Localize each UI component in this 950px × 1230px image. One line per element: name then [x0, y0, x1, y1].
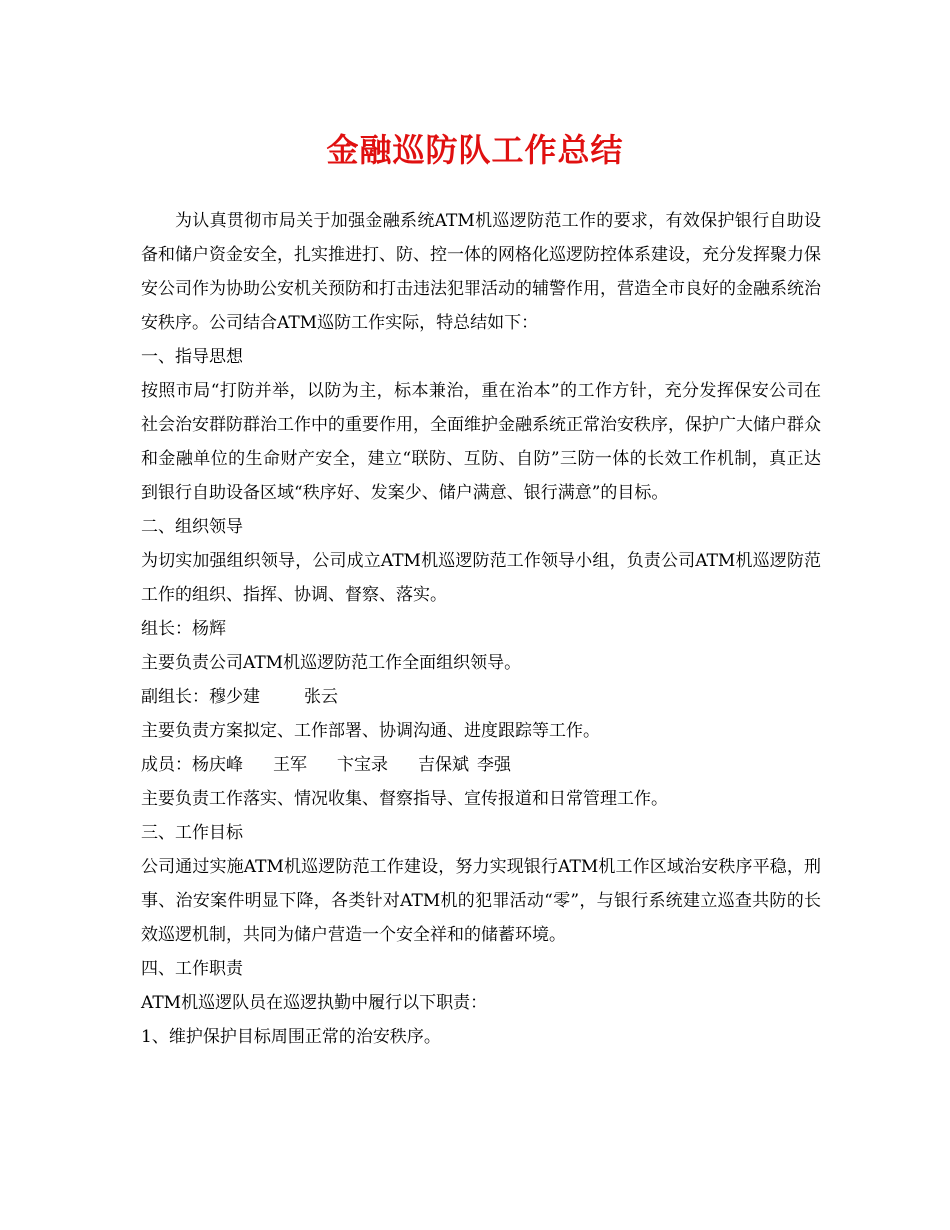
member-duty: 主要负责工作落实、情况收集、督察指导、宣传报道和日常管理工作。: [141, 789, 668, 809]
member-name: 杨庆峰: [192, 755, 243, 775]
leader-duty: 主要负责公司ATM机巡逻防范工作全面组织领导。: [141, 653, 522, 673]
section-2-heading: 二、组织领导: [141, 517, 243, 537]
leader-line: [141, 612, 821, 646]
deputy-name: 张云: [304, 687, 338, 707]
deputy-duty: 主要负责方案拟定、工作部署、协调沟通、进度跟踪等工作。: [141, 721, 600, 741]
section-4-intro: ATM机巡逻队员在巡逻执勤中履行以下职责：: [141, 993, 488, 1013]
section-3-heading: 三、工作目标: [141, 823, 243, 843]
intro-paragraph: 为认真贯彻市局关于加强金融系统ATM机巡逻防范工作的要求，有效保护银行自助设备和储户资金安全，扎实推进打、防、控一体的网格化巡逻防控体系建设，充分发挥聚力保安公司作为协助公安机关预防和打击违法犯罪活动的辅警作用，营造全市良好的金融系统治安秩序。公司结合ATM巡防工作实际，特总结如下：: [141, 211, 821, 333]
member-label: 成员：: [141, 755, 192, 775]
duty-item-1: 1、维护保护目标周围正常的治安秩序。: [141, 1027, 441, 1047]
member-line: [141, 748, 821, 782]
member-name: 李强: [477, 755, 511, 775]
section-2-body: 为切实加强组织领导，公司成立ATM机巡逻防范工作领导小组，负责公司ATM机巡逻防范工作的组织、指挥、协调、督察、落实。: [141, 551, 821, 605]
deputy-line: [141, 680, 821, 714]
document-title: 金融巡防队工作总结: [326, 131, 624, 169]
section-3-body: 公司通过实施ATM机巡逻防范工作建设，努力实现银行ATM机工作区域治安秩序平稳，刑事、治安案件明显下降，各类针对ATM机的犯罪活动“零”，与银行系统建立巡查共防的长效巡逻机制，共同为储户营造一个安全祥和的储蓄环境。: [141, 857, 821, 945]
member-name: 王军: [273, 755, 307, 775]
section-1-heading: 一、指导思想: [141, 347, 243, 367]
leader-name: 杨辉: [192, 619, 226, 639]
member-name: 吉保斌: [418, 755, 469, 775]
section-4-heading: 四、工作职责: [141, 959, 243, 979]
document-body: [141, 204, 821, 1054]
section-1-body: 按照市局“打防并举，以防为主，标本兼治，重在治本”的工作方针，充分发挥保安公司在社会治安群防群治工作中的重要作用，全面维护金融系统正常治安秩序，保护广大储户群众和金融单位的生命财产安全，建立“联防、互防、自防”三防一体的长效工作机制，真正达到银行自助设备区域“秩序好、发案少、储户满意、银行满意”的目标。: [141, 381, 821, 503]
member-name: 卞宝录: [337, 755, 388, 775]
leader-label: 组长：: [141, 619, 192, 639]
deputy-label: 副组长：: [141, 687, 209, 707]
deputy-name: 穆少建: [209, 687, 260, 707]
